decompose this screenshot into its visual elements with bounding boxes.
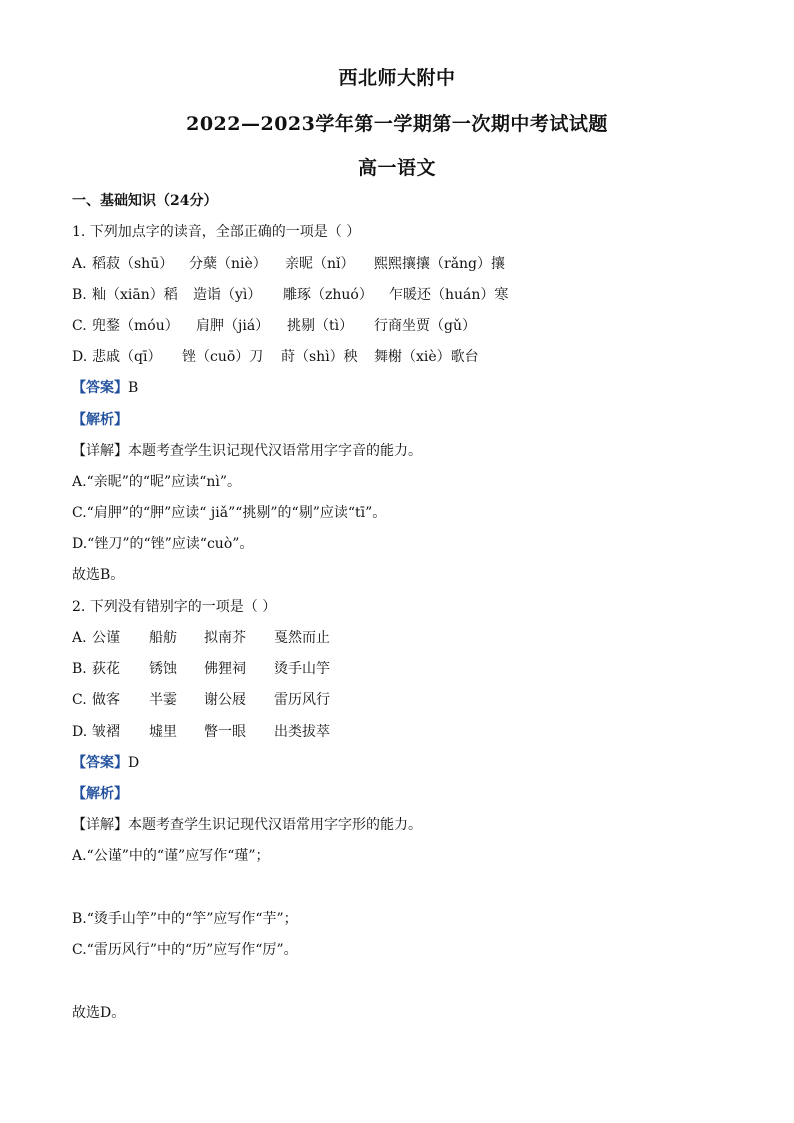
section-heading: 一、基础知识（24分）: [72, 193, 218, 209]
answer-tag: 【答案】: [72, 755, 128, 771]
option-item: 莳（shì）秧: [281, 349, 358, 365]
option-item: 墟里: [149, 724, 177, 740]
detail-text: 本题考查学生识记现代汉语常用字字音的能力。: [128, 443, 422, 459]
option-item: 佛狸祠: [204, 661, 246, 677]
q2-stem: 2. 下列没有错别字的一项是（ ）: [72, 599, 277, 615]
option-item: 瞥一眼: [204, 724, 246, 740]
option-item: 雕琢（zhuó）: [283, 287, 373, 303]
q1-note: C.“肩胛”的“胛”应读“ jiǎ”“挑剔”的“剔”应读“tī”。: [72, 505, 387, 521]
q2-note: C.“雷历风行”中的“历”应写作“厉”。: [72, 942, 298, 958]
option-item: 谢公屐: [204, 692, 246, 708]
option-item: 出类拔萃: [274, 724, 330, 740]
option-item: 分蘖（niè）: [189, 256, 267, 272]
option-label: A.: [72, 630, 87, 646]
q1-option-d: [72, 347, 479, 367]
option-item: 悲戚（qī）: [92, 349, 162, 365]
option-item: 半霎: [149, 692, 177, 708]
q1-note: D.“锉刀”的“锉”应读“cuò”。: [72, 536, 254, 552]
detail-tag: 【详解】: [72, 817, 128, 833]
option-item: 舞榭（xiè）歌台: [374, 349, 479, 365]
q2-note: A.“公谨”中的“谨”应写作“瑾”；: [72, 848, 270, 864]
option-label: C.: [72, 318, 87, 334]
q2-note: B.“烫手山竽”中的“竽”应写作“芋”；: [72, 911, 298, 927]
q1-option-a: [72, 254, 506, 274]
option-item: 乍暖还（huán）寒: [389, 287, 509, 303]
subject-title: 高一语文: [357, 157, 436, 179]
answer-value: D: [128, 755, 140, 771]
option-item: 皱褶: [92, 724, 120, 740]
option-item: 烫手山竽: [274, 661, 330, 677]
option-item: 稻菽（shū）: [92, 256, 174, 272]
q2-option-d: [72, 722, 330, 742]
option-item: 挑剔（tì）: [287, 318, 354, 334]
option-item: 船舫: [149, 630, 177, 646]
q1-option-b: [72, 285, 509, 305]
q2-detail: [72, 815, 422, 835]
option-label: B.: [72, 661, 87, 677]
option-label: C.: [72, 692, 87, 708]
q2-option-c: [72, 690, 330, 710]
option-label: B.: [72, 287, 87, 303]
detail-text: 本题考查学生识记现代汉语常用字字形的能力。: [128, 817, 422, 833]
option-item: 荻花: [92, 661, 120, 677]
option-label: D.: [72, 724, 88, 740]
q1-answer: [72, 378, 138, 398]
option-item: 肩胛（jiá）: [196, 318, 270, 334]
option-item: 籼（xiān）稻: [92, 287, 178, 303]
option-label: D.: [72, 349, 88, 365]
analysis-tag: 【解析】: [72, 786, 128, 802]
option-item: 锈蚀: [149, 661, 177, 677]
option-item: 雷历风行: [274, 692, 330, 708]
detail-tag: 【详解】: [72, 443, 128, 459]
option-item: 亲昵（nǐ）: [285, 256, 355, 272]
exam-title: 2022—2023学年第一学期第一次期中考试试题: [186, 113, 608, 135]
analysis-tag: 【解析】: [72, 412, 128, 428]
option-item: 行商坐贾（gǔ）: [374, 318, 476, 334]
option-item: 做客: [92, 692, 120, 708]
option-item: 锉（cuō）刀: [182, 349, 264, 365]
q1-option-c: [72, 316, 476, 336]
option-item: 造诣（yì）: [193, 287, 262, 303]
q2-option-a: [72, 628, 330, 648]
q1-note: A.“亲昵”的“昵”应读“nì”。: [72, 474, 241, 490]
q2-analysis: [72, 784, 128, 804]
answer-value: B: [128, 380, 139, 396]
option-item: 兜鍪（móu）: [92, 318, 179, 334]
school-title: 西北师大附中: [338, 67, 456, 89]
option-label: A.: [72, 256, 87, 272]
q1-conclusion: 故选B。: [72, 567, 125, 583]
q1-detail: [72, 441, 422, 461]
q1-analysis: [72, 410, 128, 430]
q2-answer: [72, 753, 139, 773]
q2-conclusion: 故选D。: [72, 1005, 126, 1021]
option-item: 拟南芥: [204, 630, 246, 646]
option-item: 熙熙攘攘（rǎng）攘: [374, 256, 506, 272]
q1-stem: 1. 下列加点字的读音，全部正确的一项是（ ）: [72, 224, 361, 240]
answer-tag: 【答案】: [72, 380, 128, 396]
option-item: 公谨: [92, 630, 120, 646]
option-item: 戛然而止: [274, 630, 330, 646]
q2-option-b: [72, 659, 330, 679]
